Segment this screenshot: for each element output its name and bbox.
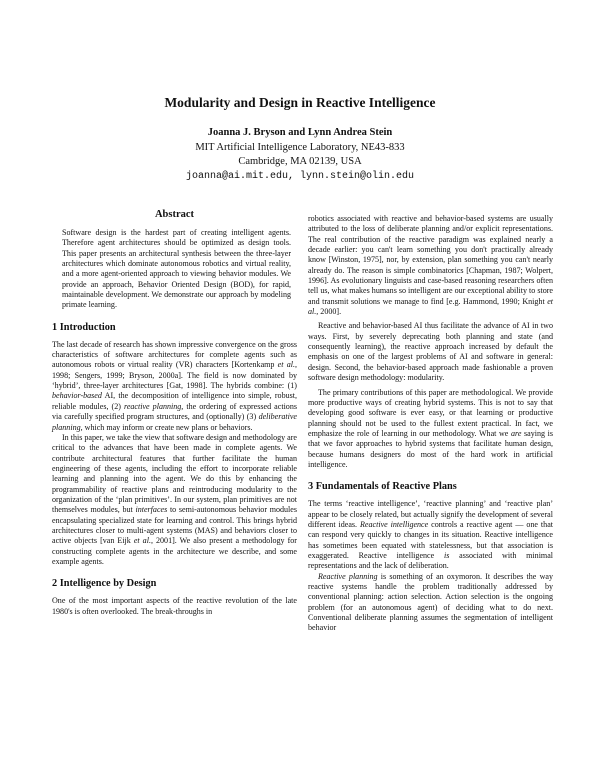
paper-title: Modularity and Design in Reactive Intelligence [164,95,436,110]
design-paragraph-1: One of the most important aspects of the reactive revolution of the late 1980's is often overlooked. The break-throughs in [52,596,297,616]
left-column [52,208,297,617]
design-paragraph-4: The primary contributions of this paper are methodological. We provide more productive ways of creating hybrid systems. This is not to say that developing good software is ever easy, or that learning or productive planning should not be used to the fullest extent practical. In fact, we emphasize the role of learning in our methodology. What we are saying is that we favor approaches to hybrid systems that facilitate human design, because humans designers do most of the hard work in artificial intelligence. [308,387,553,469]
section-2-heading: 2 Intelligence by Design [52,578,157,590]
abstract-text: Software design is the hardest part of creating intelligent agents. Therefore agent architectures should be optimized as design tools. This paper presents an architectural synthesis between the three-layer architectures which dominate autonomous robotics and virtual reality, and a more agent-oriented approach to viewing behavior modules. We provide an approach, Behavior Oriented Design (BOD), for rapid, maintainable development. We demonstrate our approach by modeling primate learning. [62,228,291,310]
author-emails: joanna@ai.mit.edu, lynn.stein@olin.edu [185,171,415,182]
plans-paragraph-1: The terms ‘reactive intelligence’, ‘reactive planning’ and ‘reactive plan’ appear to be closely related, but actually signify the development of several different ideas. Reactive intelligence controls a reactive agent — one that can respond very quickly to changes in its situation. Reactive intelligence has sometimes been equated with statelessness, but that association is exaggerated. Reactive intelligence is associated with minimal representations and the lack of deliberation. [308,499,553,571]
affiliation-lab: MIT Artificial Intelligence Laboratory, NE43-833 [195,142,405,153]
abstract-body [52,228,297,311]
design-paragraph-3: Reactive and behavior-based AI thus facilitate the advance of AI in two ways. First, by severely deprecating both planning and state (and consequently learning), the reactive approach increased by default the emphasis on one of the largest problems of AI and software in general: design. Second, the behavior-based approach made fashionable a proven software design methodology: modularity. [308,321,553,383]
author-names: Joanna J. Bryson and Lynn Andrea Stein [207,127,393,138]
plans-paragraph-2: Reactive planning is something of an oxymoron. It describes the way reactive systems handle the problem traditionally addressed by conventional planning: action selection. Action selection is the ongoing problem (for an autonomous agent) of deciding what to do next. Conventional deliberate planning assumes the segmentation of intelligent behavior [308,571,553,633]
intro-paragraph-1: The last decade of research has shown impressive convergence on the gross characteristics of software architectures for complete agents such as autonomous robots or virtual reality (VR) characters [Kortenkamp et al., 1998; Sengers, 1999; Bryson, 2000a]. The field is now dominated by ‘hybrid’, three-layer architectures [Gat, 1998]. The hybrids combine: (1) behavior-based AI, the decomposition of intelligence into simple, robust, reliable modules, (2) reactive planning, the ordering of expressed actions via carefully specified program structures, and (optionally) (3) deliberative planning, which may inform or create new plans or behaviors. [52,339,298,432]
section-1-heading: 1 Introduction [52,321,116,333]
intro-paragraph-2: In this paper, we take the view that software design and methodology are critical to the advances that have been made in complete agents. We contribute architectural features that further facilitate the human engineering of these agents, including the effort to incorporate reliable learning and planning into the agent. We do this by enhancing the programmability of reactive plans and reintroducing modularity to the organization of the ‘plan primitives’. In our system, plan primitives are not themselves modules, but interfaces to semi-autonomous behavior modules encapsulating specialized state for learning and control. This brings hybrid architectures closer to multi-agent systems (MAS) and behaviors closer to active objects [van Eijk et al., 2001]. We also present a methodology for constructing complete agents in the architecture we describe, and some example agents. [52,432,297,566]
design-paragraph-2: robotics associated with reactive and behavior-based systems are usually attributed to the loss of deliberate planning and/or explicit representations. The real contribution of the reactive paradigm was explained nearly a decade earlier: you can't learn something you don't practically already know [Winston, 1975], nor, by extension, plan something you can't nearly already do. The reason is simple combinatorics [Chapman, 1987; Wolpert, 1996]. As evolutionary linguists and case-based reasoning researchers often tell us, what makes humans so intelligent are our exceptional ability to store and transmit solutions we manage to find [e.g. Hammond, 1990; Knight et al., 2000]. [308,214,553,317]
right-column [308,214,553,634]
affiliation-address: Cambridge, MA 02139, USA [238,156,362,167]
abstract-heading: Abstract [154,209,195,220]
section-3-heading: 3 Fundamentals of Reactive Plans [308,481,457,493]
